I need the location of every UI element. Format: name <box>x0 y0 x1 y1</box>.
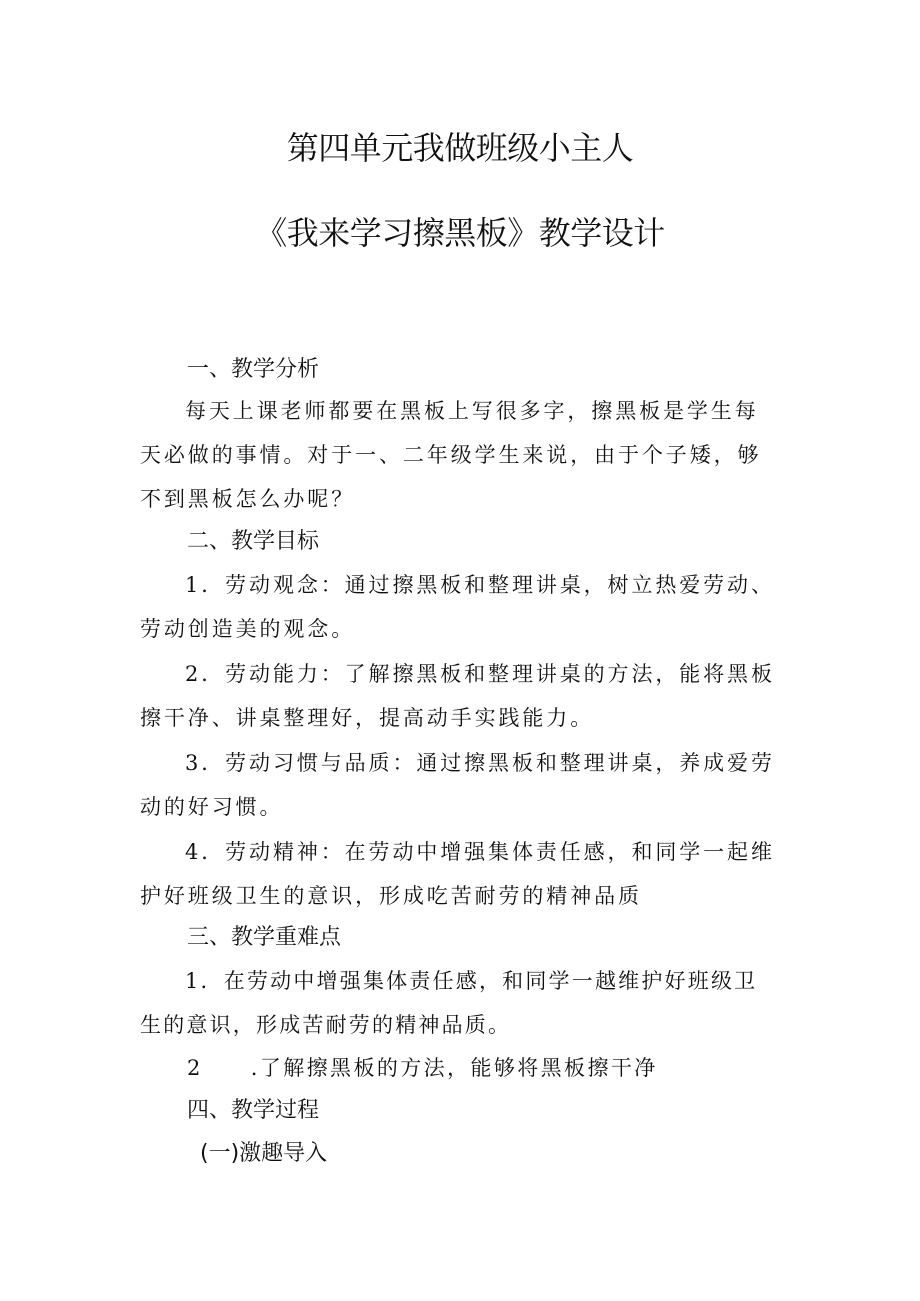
key-point-item-1: 1．在劳动中增强集体责任感，和同学一越维护好班级卫生的意识，形成苦耐劳的精神品质。 <box>140 969 758 1037</box>
section-heading-process: 四、教学过程 <box>187 1098 320 1123</box>
document-title: 第四单元我做班级小主人 <box>286 129 634 167</box>
key-point-item-2-text: .了解擦黑板的方法，能够将黑板擦干净 <box>250 1056 658 1080</box>
key-point-item-2 <box>187 1053 658 1083</box>
objective-item-2: 2．劳动能力：了解擦黑板和整理讲桌的方法，能将黑板擦干净、讲桌整理好，提高动手实践能力。 <box>140 662 775 730</box>
process-subheading-intro: (一)激趣导入 <box>200 1141 328 1166</box>
document-subtitle: 《我来学习擦黑板》教学设计 <box>255 214 665 252</box>
analysis-paragraph: 每天上课老师都要在黑板上写很多字，擦黑板是学生每天必做的事情。对于一、二年级学生来说，由于个子矮，够不到黑板怎么办呢？ <box>140 399 762 511</box>
section-heading-analysis: 一、教学分析 <box>187 357 320 382</box>
objective-item-4: 4．劳动精神：在劳动中增强集体责任感，和同学一起维护好班级卫生的意识，形成吃苦耐劳的精神品质 <box>140 840 775 908</box>
section-heading-objectives: 二、教学目标 <box>187 529 320 554</box>
key-point-item-2-number: 2 <box>187 1056 203 1080</box>
section-heading-key-points: 三、教学重难点 <box>187 925 342 950</box>
objective-item-1: 1．劳动观念：通过擦黑板和整理讲桌，树立热爱劳动、劳动创造美的观念。 <box>140 573 775 641</box>
objective-item-3: 3．劳动习惯与品质：通过擦黑板和整理讲桌，养成爱劳动的好习惯。 <box>140 751 775 819</box>
